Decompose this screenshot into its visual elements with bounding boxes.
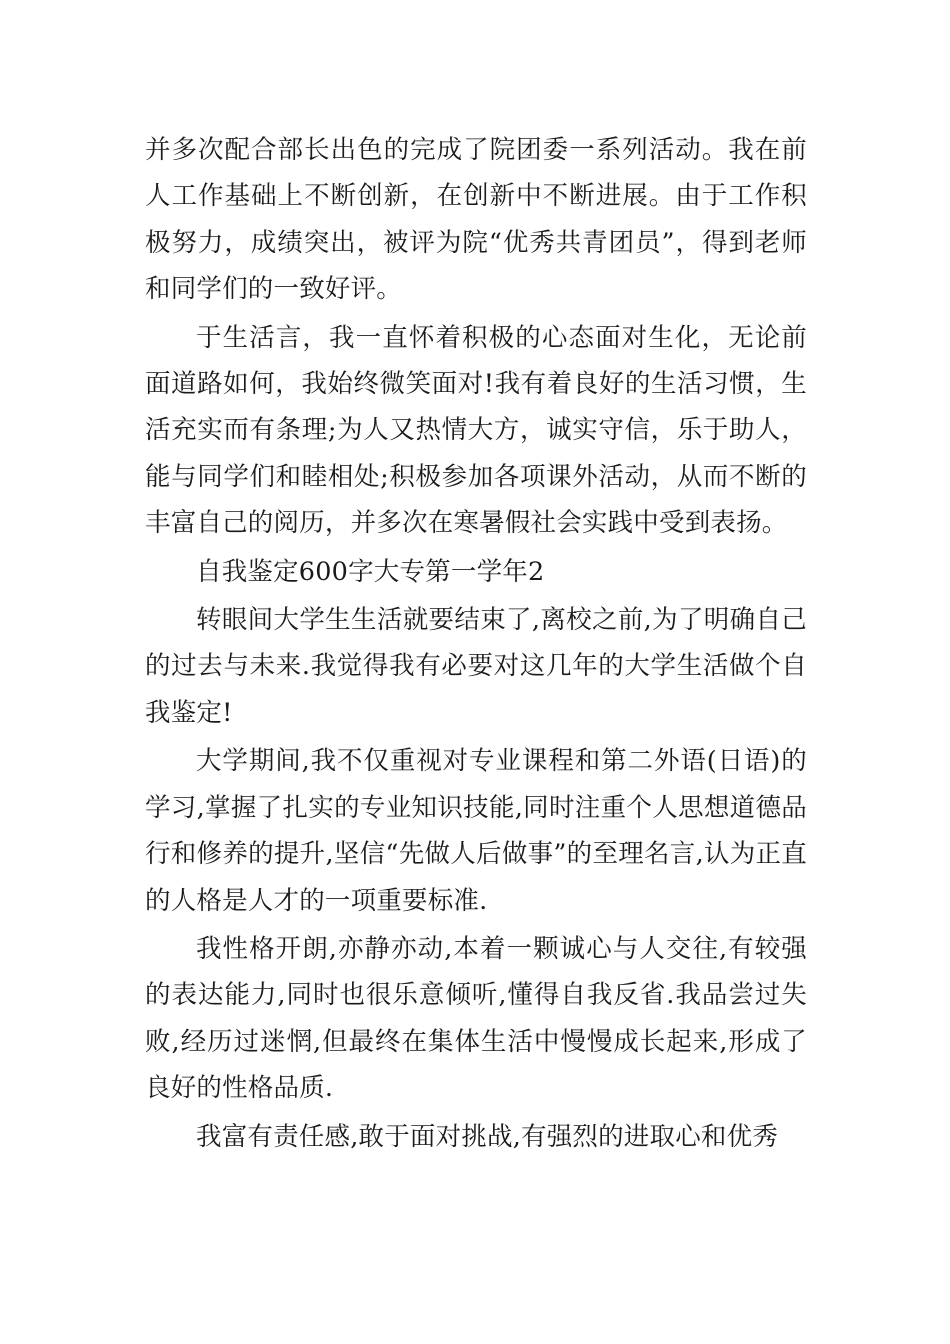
paragraph-1: 并多次配合部长出色的完成了院团委一系列活动。我在前人工作基础上不断创新，在创新中不断进展。由于工作积极努力，成绩突出，被评为院“优秀共青团员”，得到老师和同学们的一致好评。 <box>145 135 807 305</box>
paragraph-2: 于生活言，我一直怀着积极的心态面对生化，无论前面道路如何，我始终微笑面对!我有着良好的生活习惯，生活充实而有条理;为人又热情大方，诚实守信，乐于助人，能与同学们和睦相处;积极参加各项课外活动，从而不断的丰富自己的阅历，并多次在寒暑假社会实践中受到表扬。 <box>145 322 807 539</box>
document-body <box>145 127 807 1160</box>
paragraph-6: 我富有责任感,敢于面对挑战,有强烈的进取心和优秀 <box>196 1121 779 1152</box>
paragraph-5: 我性格开朗,亦静亦动,本着一颗诚心与人交往,有较强的表达能力,同时也很乐意倾听,懂得自我反省.我品尝过失败,经历过迷惘,但最终在集体生活中慢慢成长起来,形成了良好的性格品质. <box>145 933 807 1104</box>
paragraph-4: 大学期间,我不仅重视对专业课程和第二外语(日语)的学习,掌握了扎实的专业知识技能,同时注重个人思想道德品行和修养的提升,坚信“先做人后做事”的至理名言,认为正直的人格是人才的一项重要标准. <box>145 746 807 916</box>
paragraph-3: 转眼间大学生生活就要结束了,离校之前,为了明确自己的过去与未来.我觉得我有必要对这几年的大学生活做个自我鉴定! <box>145 605 807 728</box>
section-heading: 自我鉴定600字大专第一学年2 <box>196 556 545 587</box>
